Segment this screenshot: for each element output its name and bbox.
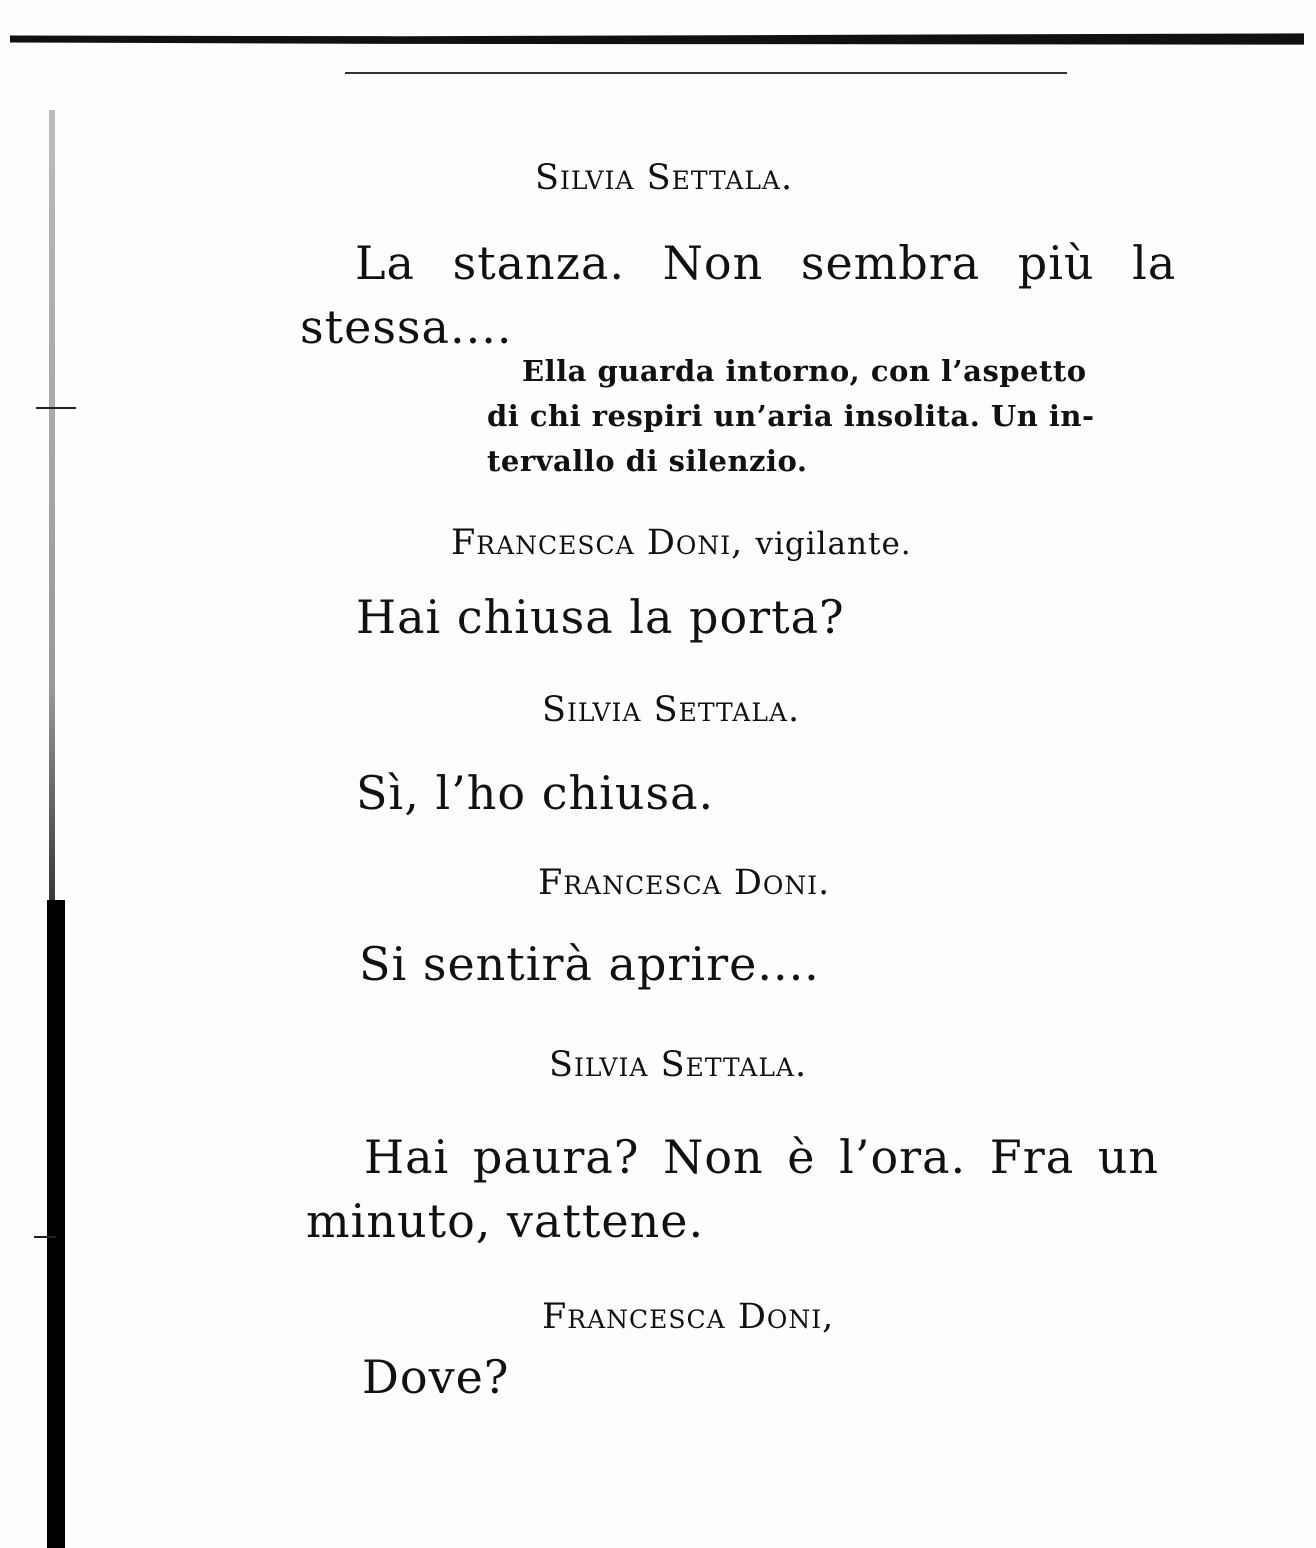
dialogue-line: La stanza. Non sembra più la	[355, 236, 1177, 290]
dialogue-line: Dove?	[362, 1350, 510, 1404]
speaker-name: Silvia Settala.	[535, 158, 794, 198]
binding-edge-dark	[47, 900, 65, 1548]
speaker-name: Francesca Doni,	[542, 1297, 835, 1337]
dialogue-line: Hai chiusa la porta?	[356, 590, 845, 644]
stage-direction-line: Ella guarda intorno, con l’aspetto	[522, 354, 1087, 388]
binding-mark	[34, 1236, 56, 1238]
dialogue-line: Hai paura? Non è l’ora. Fra un	[364, 1130, 1159, 1184]
speaker-name-text: Francesca Doni,	[451, 523, 744, 563]
dialogue-line: Sì, l’ho chiusa.	[356, 766, 715, 820]
top-border-rule	[10, 32, 1304, 46]
speaker-name	[451, 523, 912, 563]
dialogue-line: Si sentirà aprire....	[359, 937, 820, 991]
dialogue-line: stessa....	[300, 300, 513, 354]
binding-mark	[36, 407, 76, 409]
header-rule	[345, 72, 1067, 74]
stage-direction-line: di chi respiri un’aria insolita. Un in-	[487, 399, 1095, 433]
speaker-name: Silvia Settala.	[549, 1045, 808, 1085]
speaker-name: Silvia Settala.	[542, 690, 801, 730]
dialogue-line: minuto, vattene.	[306, 1194, 705, 1248]
speaker-direction: vigilante.	[755, 526, 912, 562]
stage-direction-line: tervallo di silenzio.	[487, 444, 808, 478]
speaker-name: Francesca Doni.	[538, 863, 831, 903]
